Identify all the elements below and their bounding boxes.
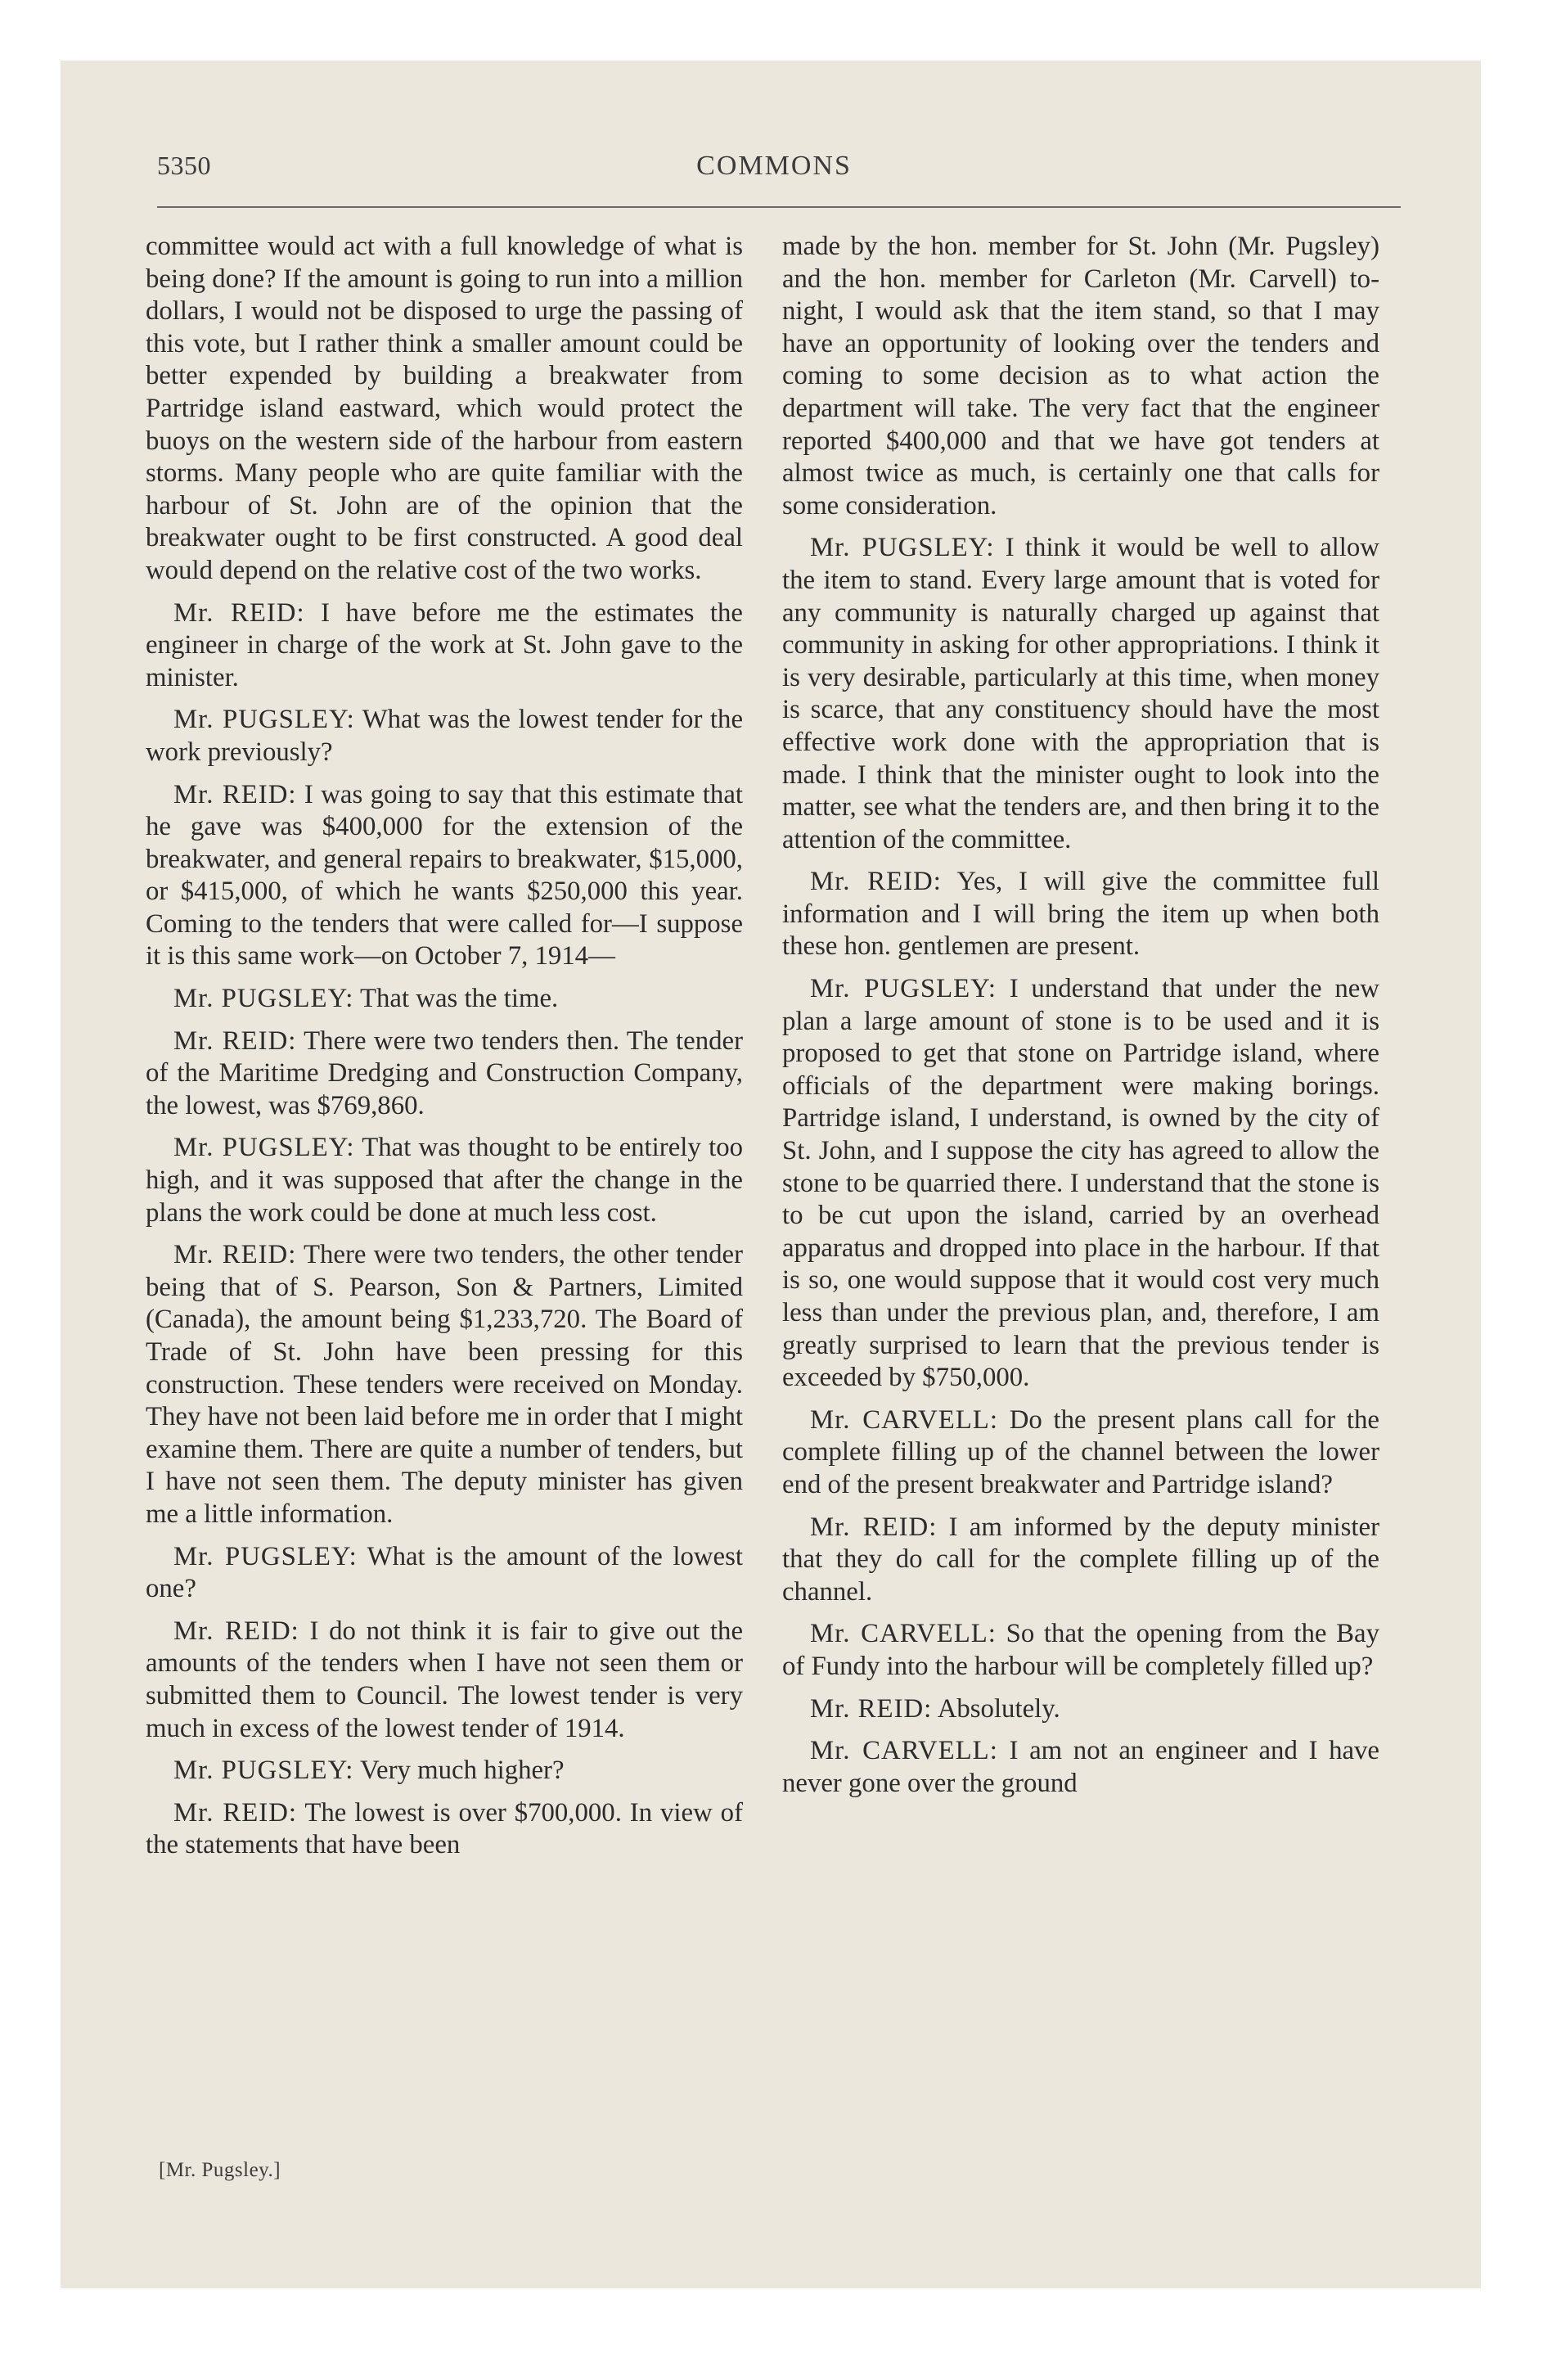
- paragraph: [146, 1239, 743, 1530]
- paragraph-text: That was thought to be entirely too high, and it was supposed that after the change in the plans the work could be done at much less cost.: [146, 1133, 743, 1228]
- paragraph-text: I have before me the estimates the engineer in charge of the work at St. John gave to the minister.: [146, 597, 743, 692]
- paragraph-text: committee would act with a full knowledge of what is being done? If the amount is going to run into a million dollars, I would not be disposed to urge the passing of this vote, but I rather think a smaller amount could be better expended by building a breakwater from Partridge island eastward, which would protect the buoys on the western side of the harbour from eastern storms. Many people who are quite familiar with the harbour of St. John are of the opinion that the breakwater ought to be first constructed. A good deal would depend on the relative cost of the two works.: [146, 232, 743, 585]
- paragraph: [146, 1541, 743, 1606]
- paragraph: [782, 1512, 1379, 1609]
- paragraph-text: I was going to say that this estimate that he gave was $400,000 for the extension of the breakwater, and general repairs to breakwater, $15,000, or $415,000, of which he wants $250,000 this year. Coming to the tenders that were called for—I suppose it is this same work—on October 7, 1914—: [146, 779, 743, 971]
- paragraph: [782, 1735, 1379, 1800]
- paragraph: [146, 1755, 743, 1787]
- paragraph-text: Do the present plans call for the complete filling up of the channel between the lower end of the present breakwater and Partridge island?: [782, 1404, 1379, 1499]
- speaker-name: Mr. PUGSLEY:: [810, 533, 995, 563]
- paragraph-text: There were two tenders then. The tender of the Maritime Dredging and Construction Company, the lowest, was $769,860.: [146, 1025, 744, 1120]
- paragraph: [782, 1693, 1379, 1726]
- paragraph-text: The lowest is over $700,000. In view of the statements that have been: [146, 1797, 743, 1860]
- paragraph: [146, 597, 743, 695]
- running-head: COMMONS: [696, 151, 852, 181]
- paragraph: [782, 532, 1379, 856]
- speaker-name: Mr. REID:: [173, 1240, 297, 1270]
- paragraph-text: I think it would be well to allow the item to stand. Every large amount that is voted for any community is naturally charged up against that community in asking for other appropriations. I think it is very desirable, particularly at this time, when money is scarce, that any constituency should have the most effective work done with the appropriation that is made. I think that the minister ought to look into the matter, see what the tenders are, and then bring it to the attention of the committee.: [782, 533, 1379, 854]
- speaker-name: Mr. PUGSLEY:: [810, 974, 997, 1004]
- speaker-name: Mr. REID:: [173, 779, 297, 809]
- speaker-name: Mr. PUGSLEY:: [173, 1756, 354, 1786]
- speaker-name: Mr. REID:: [173, 1797, 298, 1828]
- paragraph: [146, 983, 743, 1016]
- paragraph-text: I am not an engineer and I have never gone over the ground: [782, 1736, 1379, 1798]
- paragraph-text: I am informed by the deputy minister that they do call for the complete filling up of the channel.: [782, 1512, 1379, 1607]
- paragraph: [782, 866, 1379, 963]
- paragraph: [782, 231, 1379, 522]
- paragraph-text: I understand that under the new plan a large amount of stone is to be used and it is proposed to get that stone on Partridge island, where officials of the department were making borings. Partridge island, I understand, is owned by the city of St. John, and I suppose the city has agreed to allow the stone to be quarried there. I understand that the stone is to be cut upon the island, carried by an overhead apparatus and dropped into place in the harbour. If that is so, one would suppose that it would cost very much less than under the previous plan, and, therefore, I am greatly surprised to learn that the previous tender is exceeded by $750,000.: [782, 974, 1379, 1393]
- paragraph: [146, 1132, 743, 1229]
- speaker-name: Mr. PUGSLEY:: [173, 1541, 358, 1571]
- left-column: [146, 231, 743, 1872]
- speaker-name: Mr. PUGSLEY:: [173, 984, 354, 1014]
- paragraph: [146, 1616, 743, 1745]
- speaker-name: Mr. REID:: [173, 1616, 299, 1646]
- paragraph: [146, 1025, 743, 1123]
- header-rule: [157, 206, 1401, 208]
- paragraph-text: Yes, I will give the committee full information and I will bring the item up when both these hon. gentlemen are present.: [782, 867, 1379, 962]
- paragraph: [782, 1618, 1379, 1683]
- speaker-name: Mr. REID:: [810, 1512, 938, 1542]
- speaker-name: Mr. REID:: [173, 597, 305, 628]
- speaker-name: Mr. PUGSLEY:: [173, 1133, 355, 1163]
- footnote: [Mr. Pugsley.]: [159, 2159, 281, 2181]
- paragraph-text: So that the opening from the Bay of Fundy into the harbour will be completely filled up?: [782, 1619, 1379, 1681]
- paragraph-text: That was the time.: [360, 984, 559, 1014]
- speaker-name: Mr. REID:: [810, 867, 942, 897]
- paragraph-text: Very much higher?: [360, 1756, 565, 1786]
- speaker-name: Mr. REID:: [810, 1693, 933, 1724]
- speaker-name: Mr. CARVELL:: [810, 1736, 998, 1766]
- paragraph-text: made by the hon. member for St. John (Mr. Pugsley) and the hon. member for Carleton (Mr. Carvell) to-night, I would ask that the item stand, so that I may have an opportunity of looking over the tenders and coming to some decision as to what action the department will take. The very fact that the engineer reported $400,000 and that we have got tenders at almost twice as much, is certainly one that calls for some consideration.: [782, 232, 1379, 521]
- speaker-name: Mr. REID:: [173, 1025, 297, 1056]
- paragraph-text: What is the amount of the lowest one?: [146, 1541, 743, 1604]
- paragraph: [782, 1404, 1379, 1502]
- paragraph: [146, 704, 743, 769]
- right-column: [782, 231, 1379, 1810]
- paragraph: [146, 231, 743, 588]
- paragraph: [782, 973, 1379, 1395]
- paragraph: [146, 1797, 743, 1862]
- paragraph-text: Absolutely.: [937, 1693, 1060, 1724]
- speaker-name: Mr. CARVELL:: [810, 1619, 997, 1649]
- paragraph-text: I do not think it is fair to give out the amounts of the tenders when I have not seen them or submitted them to Council. The lowest tender is very much in excess of the lowest tender of 1914.: [146, 1616, 743, 1743]
- paragraph-text: There were two tenders, the other tender being that of S. Pearson, Son & Partners, Limited (Canada), the amount being $1,233,720. The Board of Trade of St. John have been pressing for this construction. These tenders were received on Monday. They have not been laid before me in order that I might examine them. There are quite a number of tenders, but I have not seen them. The deputy minister has given me a little information.: [146, 1240, 743, 1529]
- speaker-name: Mr. CARVELL:: [810, 1404, 998, 1435]
- paragraph-text: What was the lowest tender for the work previously?: [146, 705, 743, 767]
- speaker-name: Mr. PUGSLEY:: [173, 705, 355, 735]
- paragraph: [146, 779, 743, 974]
- page-number: 5350: [157, 151, 211, 180]
